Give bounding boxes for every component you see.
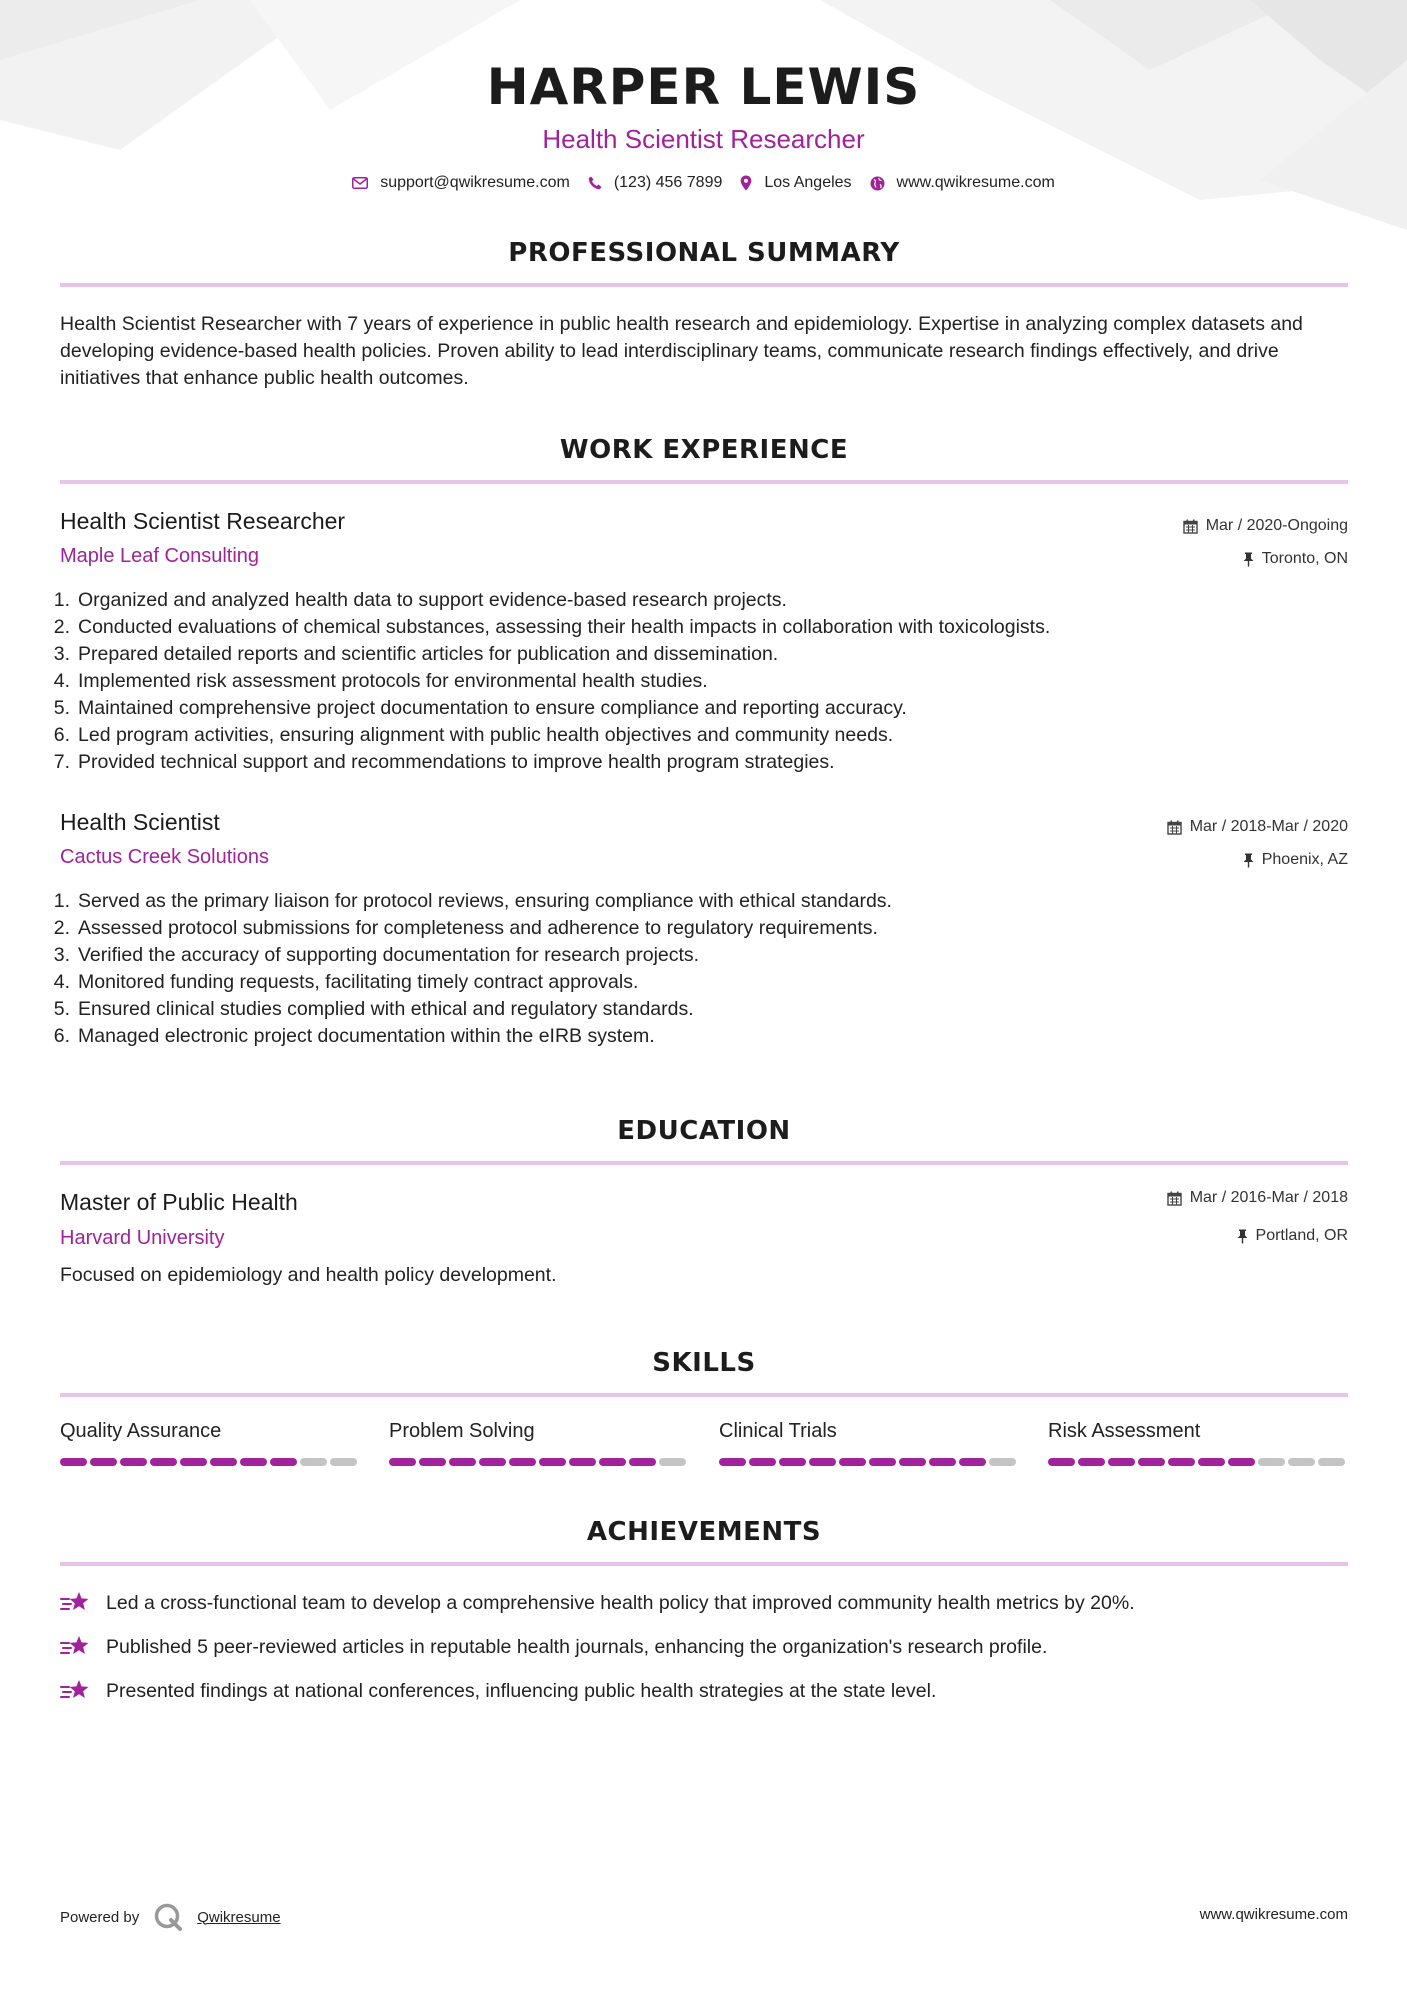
list-item: 4. Implemented risk assessment protocols for environmental health studies.: [52, 668, 1342, 695]
skill-level-dot: [1318, 1458, 1345, 1466]
skill-level-dot: [539, 1458, 566, 1466]
skill-level-dot: [839, 1458, 866, 1466]
pushpin-icon: [1237, 1229, 1248, 1244]
skill-level-bar: [60, 1458, 360, 1466]
school-name: Harvard University: [60, 1227, 225, 1249]
job-responsibilities: [52, 587, 1342, 776]
list-item-text: Conducted evaluations of chemical substances, assessing their health impacts in collaboration with toxicologists.: [78, 616, 1051, 638]
map-pin-icon: [740, 175, 752, 191]
list-item-text: Verified the accuracy of supporting documentation for research projects.: [78, 944, 700, 966]
section-divider: [60, 1562, 1348, 1566]
skill-level-dot: [989, 1458, 1016, 1466]
shooting-star-icon: [60, 1634, 92, 1660]
skill-level-dot: [629, 1458, 656, 1466]
contact-location: [740, 174, 851, 192]
list-item: 4. Monitored funding requests, facilitating timely contract approvals.: [52, 969, 1342, 996]
company-name: Maple Leaf Consulting: [60, 545, 260, 567]
footer-powered-by: [60, 1902, 281, 1932]
education-location-text: Portland, OR: [1255, 1227, 1348, 1244]
job-location-text: Toronto, ON: [1261, 550, 1348, 567]
contact-phone-text: (123) 456 7899: [613, 174, 723, 191]
list-item: 3. Verified the accuracy of supporting documentation for research projects.: [52, 942, 1342, 969]
section-title-skills: SKILLS: [652, 1348, 756, 1378]
section-divider: [60, 283, 1348, 287]
phone-icon: [588, 176, 602, 190]
shooting-star-icon: [60, 1678, 92, 1704]
skill-item: [719, 1420, 1019, 1466]
skill-level-dot: [300, 1458, 327, 1466]
skill-name: Problem Solving: [389, 1420, 535, 1442]
skill-level-dot: [869, 1458, 896, 1466]
skill-level-dot: [389, 1458, 416, 1466]
achievement-item: [60, 1678, 1348, 1704]
section-title-education: EDUCATION: [617, 1116, 791, 1146]
job-title: Health Scientist: [60, 809, 220, 835]
resume-header: [0, 58, 1407, 155]
job-dates: [1167, 818, 1348, 836]
list-item-text: Led program activities, ensuring alignment with public health objectives and community needs.: [78, 724, 894, 746]
list-item: 2. Assessed protocol submissions for completeness and adherence to regulatory requirements.: [52, 915, 1342, 942]
section-title-achievements: ACHIEVEMENTS: [586, 1517, 822, 1547]
skill-level-dot: [779, 1458, 806, 1466]
skill-level-dot: [1228, 1458, 1255, 1466]
job-dates: [1183, 517, 1348, 535]
list-item-text: Maintained comprehensive project documentation to ensure compliance and reporting accuracy.: [78, 697, 907, 719]
skill-level-bar: [389, 1458, 689, 1466]
skill-level-dot: [1168, 1458, 1195, 1466]
skill-level-dot: [1138, 1458, 1165, 1466]
skill-level-dot: [719, 1458, 746, 1466]
candidate-title: Health Scientist Researcher: [542, 124, 865, 154]
section-title-summary: PROFESSIONAL SUMMARY: [508, 238, 900, 268]
skill-level-dot: [330, 1458, 357, 1466]
skill-level-dot: [1048, 1458, 1075, 1466]
qwikresume-link[interactable]: Qwikresume: [197, 1908, 281, 1926]
shooting-star-icon: [60, 1590, 92, 1616]
skill-level-dot: [569, 1458, 596, 1466]
education-dates: [1167, 1189, 1348, 1207]
list-item-text: Organized and analyzed health data to support evidence-based research projects.: [78, 589, 787, 611]
list-item-text: Ensured clinical studies complied with ethical and regulatory standards.: [78, 998, 694, 1020]
list-item-text: Served as the primary liaison for protocol reviews, ensuring compliance with ethical standards.: [78, 890, 892, 912]
skill-level-dot: [899, 1458, 926, 1466]
contact-location-text: Los Angeles: [764, 174, 852, 191]
skill-level-dot: [929, 1458, 956, 1466]
candidate-name: HARPER LEWIS: [486, 58, 921, 116]
calendar-icon: [1167, 820, 1182, 835]
list-item-text: Implemented risk assessment protocols for environmental health studies.: [78, 670, 708, 692]
list-item-text: Assessed protocol submissions for completeness and adherence to regulatory requirements.: [78, 917, 878, 939]
skill-level-dot: [180, 1458, 207, 1466]
skill-level-dot: [419, 1458, 446, 1466]
list-item-text: Provided technical support and recommendations to improve health program strategies.: [78, 751, 835, 773]
skill-name: Risk Assessment: [1048, 1420, 1201, 1442]
section-divider: [60, 1161, 1348, 1165]
section-title-work: WORK EXPERIENCE: [559, 435, 849, 465]
skill-level-dot: [449, 1458, 476, 1466]
contact-website-text: www.qwikresume.com: [896, 174, 1055, 191]
achievement-text: Led a cross-functional team to develop a comprehensive health policy that improved community health metrics by 20%.: [106, 1591, 1135, 1614]
list-item: 6. Managed electronic project documentation within the eIRB system.: [52, 1023, 1342, 1050]
list-item: 7. Provided technical support and recommendations to improve health program strategies.: [52, 749, 1342, 776]
footer-website[interactable]: www.qwikresume.com: [1199, 1906, 1348, 1923]
list-item-text: Managed electronic project documentation within the eIRB system.: [78, 1025, 655, 1047]
skill-level-dot: [749, 1458, 776, 1466]
contact-phone[interactable]: [588, 174, 723, 192]
skill-name: Clinical Trials: [719, 1420, 837, 1442]
job-title: Health Scientist Researcher: [60, 508, 346, 534]
job-dates-text: Mar / 2020-Ongoing: [1205, 517, 1348, 534]
list-item: 1. Organized and analyzed health data to support evidence-based research projects.: [52, 587, 1342, 614]
job-responsibilities: [52, 888, 1342, 1050]
education-location: [1237, 1227, 1348, 1245]
section-divider: [60, 1393, 1348, 1397]
skill-level-dot: [479, 1458, 506, 1466]
pushpin-icon: [1243, 552, 1254, 567]
skill-level-dot: [120, 1458, 147, 1466]
contact-website[interactable]: [870, 174, 1055, 192]
skill-level-bar: [719, 1458, 1019, 1466]
qwikresume-logo-icon: [153, 1902, 183, 1932]
skill-level-dot: [1108, 1458, 1135, 1466]
skill-name: Quality Assurance: [60, 1420, 222, 1442]
skill-level-bar: [1048, 1458, 1348, 1466]
contact-email[interactable]: [352, 174, 570, 192]
skill-level-dot: [659, 1458, 686, 1466]
skill-level-dot: [1078, 1458, 1105, 1466]
skill-level-dot: [90, 1458, 117, 1466]
contact-email-text: support@qwikresume.com: [380, 174, 570, 191]
list-item: 2. Conducted evaluations of chemical substances, assessing their health impacts in collaboration with toxicologists.: [52, 614, 1342, 641]
skill-level-dot: [1198, 1458, 1225, 1466]
summary-text: Health Scientist Researcher with 7 years of experience in public health research and epidemiology. Expertise in analyzing complex datasets and developing evidence-based health policies. Proven ability to lead interdisciplinary teams, communicate research findings effectively, and drive initiatives that enhance public health outcomes.: [60, 313, 1303, 389]
skill-level-dot: [509, 1458, 536, 1466]
skill-level-dot: [1288, 1458, 1315, 1466]
achievement-item: [60, 1590, 1348, 1616]
skill-level-dot: [60, 1458, 87, 1466]
calendar-icon: [1183, 519, 1198, 534]
job-location: [1243, 851, 1348, 869]
company-name: Cactus Creek Solutions: [60, 846, 269, 868]
achievement-item: [60, 1634, 1348, 1660]
achievement-text: Published 5 peer-reviewed articles in reputable health journals, enhancing the organization's research profile.: [106, 1635, 1048, 1658]
list-item: 5. Ensured clinical studies complied with ethical and regulatory standards.: [52, 996, 1342, 1023]
contact-bar: [0, 174, 1407, 192]
skill-level-dot: [959, 1458, 986, 1466]
list-item: 1. Served as the primary liaison for protocol reviews, ensuring compliance with ethical standards.: [52, 888, 1342, 915]
section-divider: [60, 480, 1348, 484]
calendar-icon: [1167, 1191, 1182, 1206]
skill-level-dot: [240, 1458, 267, 1466]
skill-item: [60, 1420, 360, 1466]
degree-title: Master of Public Health: [60, 1189, 298, 1215]
skill-level-dot: [210, 1458, 237, 1466]
achievement-text: Presented findings at national conferences, influencing public health strategies at the state level.: [106, 1679, 937, 1702]
skill-level-dot: [1258, 1458, 1285, 1466]
list-item: 5. Maintained comprehensive project documentation to ensure compliance and reporting accuracy.: [52, 695, 1342, 722]
email-icon: [352, 177, 368, 189]
list-item: 3. Prepared detailed reports and scientific articles for publication and dissemination.: [52, 641, 1342, 668]
skill-item: [1048, 1420, 1348, 1466]
job-location: [1243, 550, 1348, 568]
list-item-text: Monitored funding requests, facilitating timely contract approvals.: [78, 971, 639, 993]
skill-item: [389, 1420, 689, 1466]
skill-level-dot: [809, 1458, 836, 1466]
globe-icon: [870, 176, 885, 191]
skill-level-dot: [150, 1458, 177, 1466]
powered-by-label: Powered by: [60, 1908, 140, 1926]
skill-level-dot: [270, 1458, 297, 1466]
pushpin-icon: [1243, 853, 1254, 868]
education-description: Focused on epidemiology and health policy development.: [60, 1264, 557, 1286]
education-dates-text: Mar / 2016-Mar / 2018: [1189, 1189, 1348, 1206]
job-dates-text: Mar / 2018-Mar / 2020: [1189, 818, 1348, 835]
list-item: 6. Led program activities, ensuring alignment with public health objectives and community needs.: [52, 722, 1342, 749]
skill-level-dot: [599, 1458, 626, 1466]
list-item-text: Prepared detailed reports and scientific articles for publication and dissemination.: [78, 643, 779, 665]
job-location-text: Phoenix, AZ: [1261, 851, 1348, 868]
